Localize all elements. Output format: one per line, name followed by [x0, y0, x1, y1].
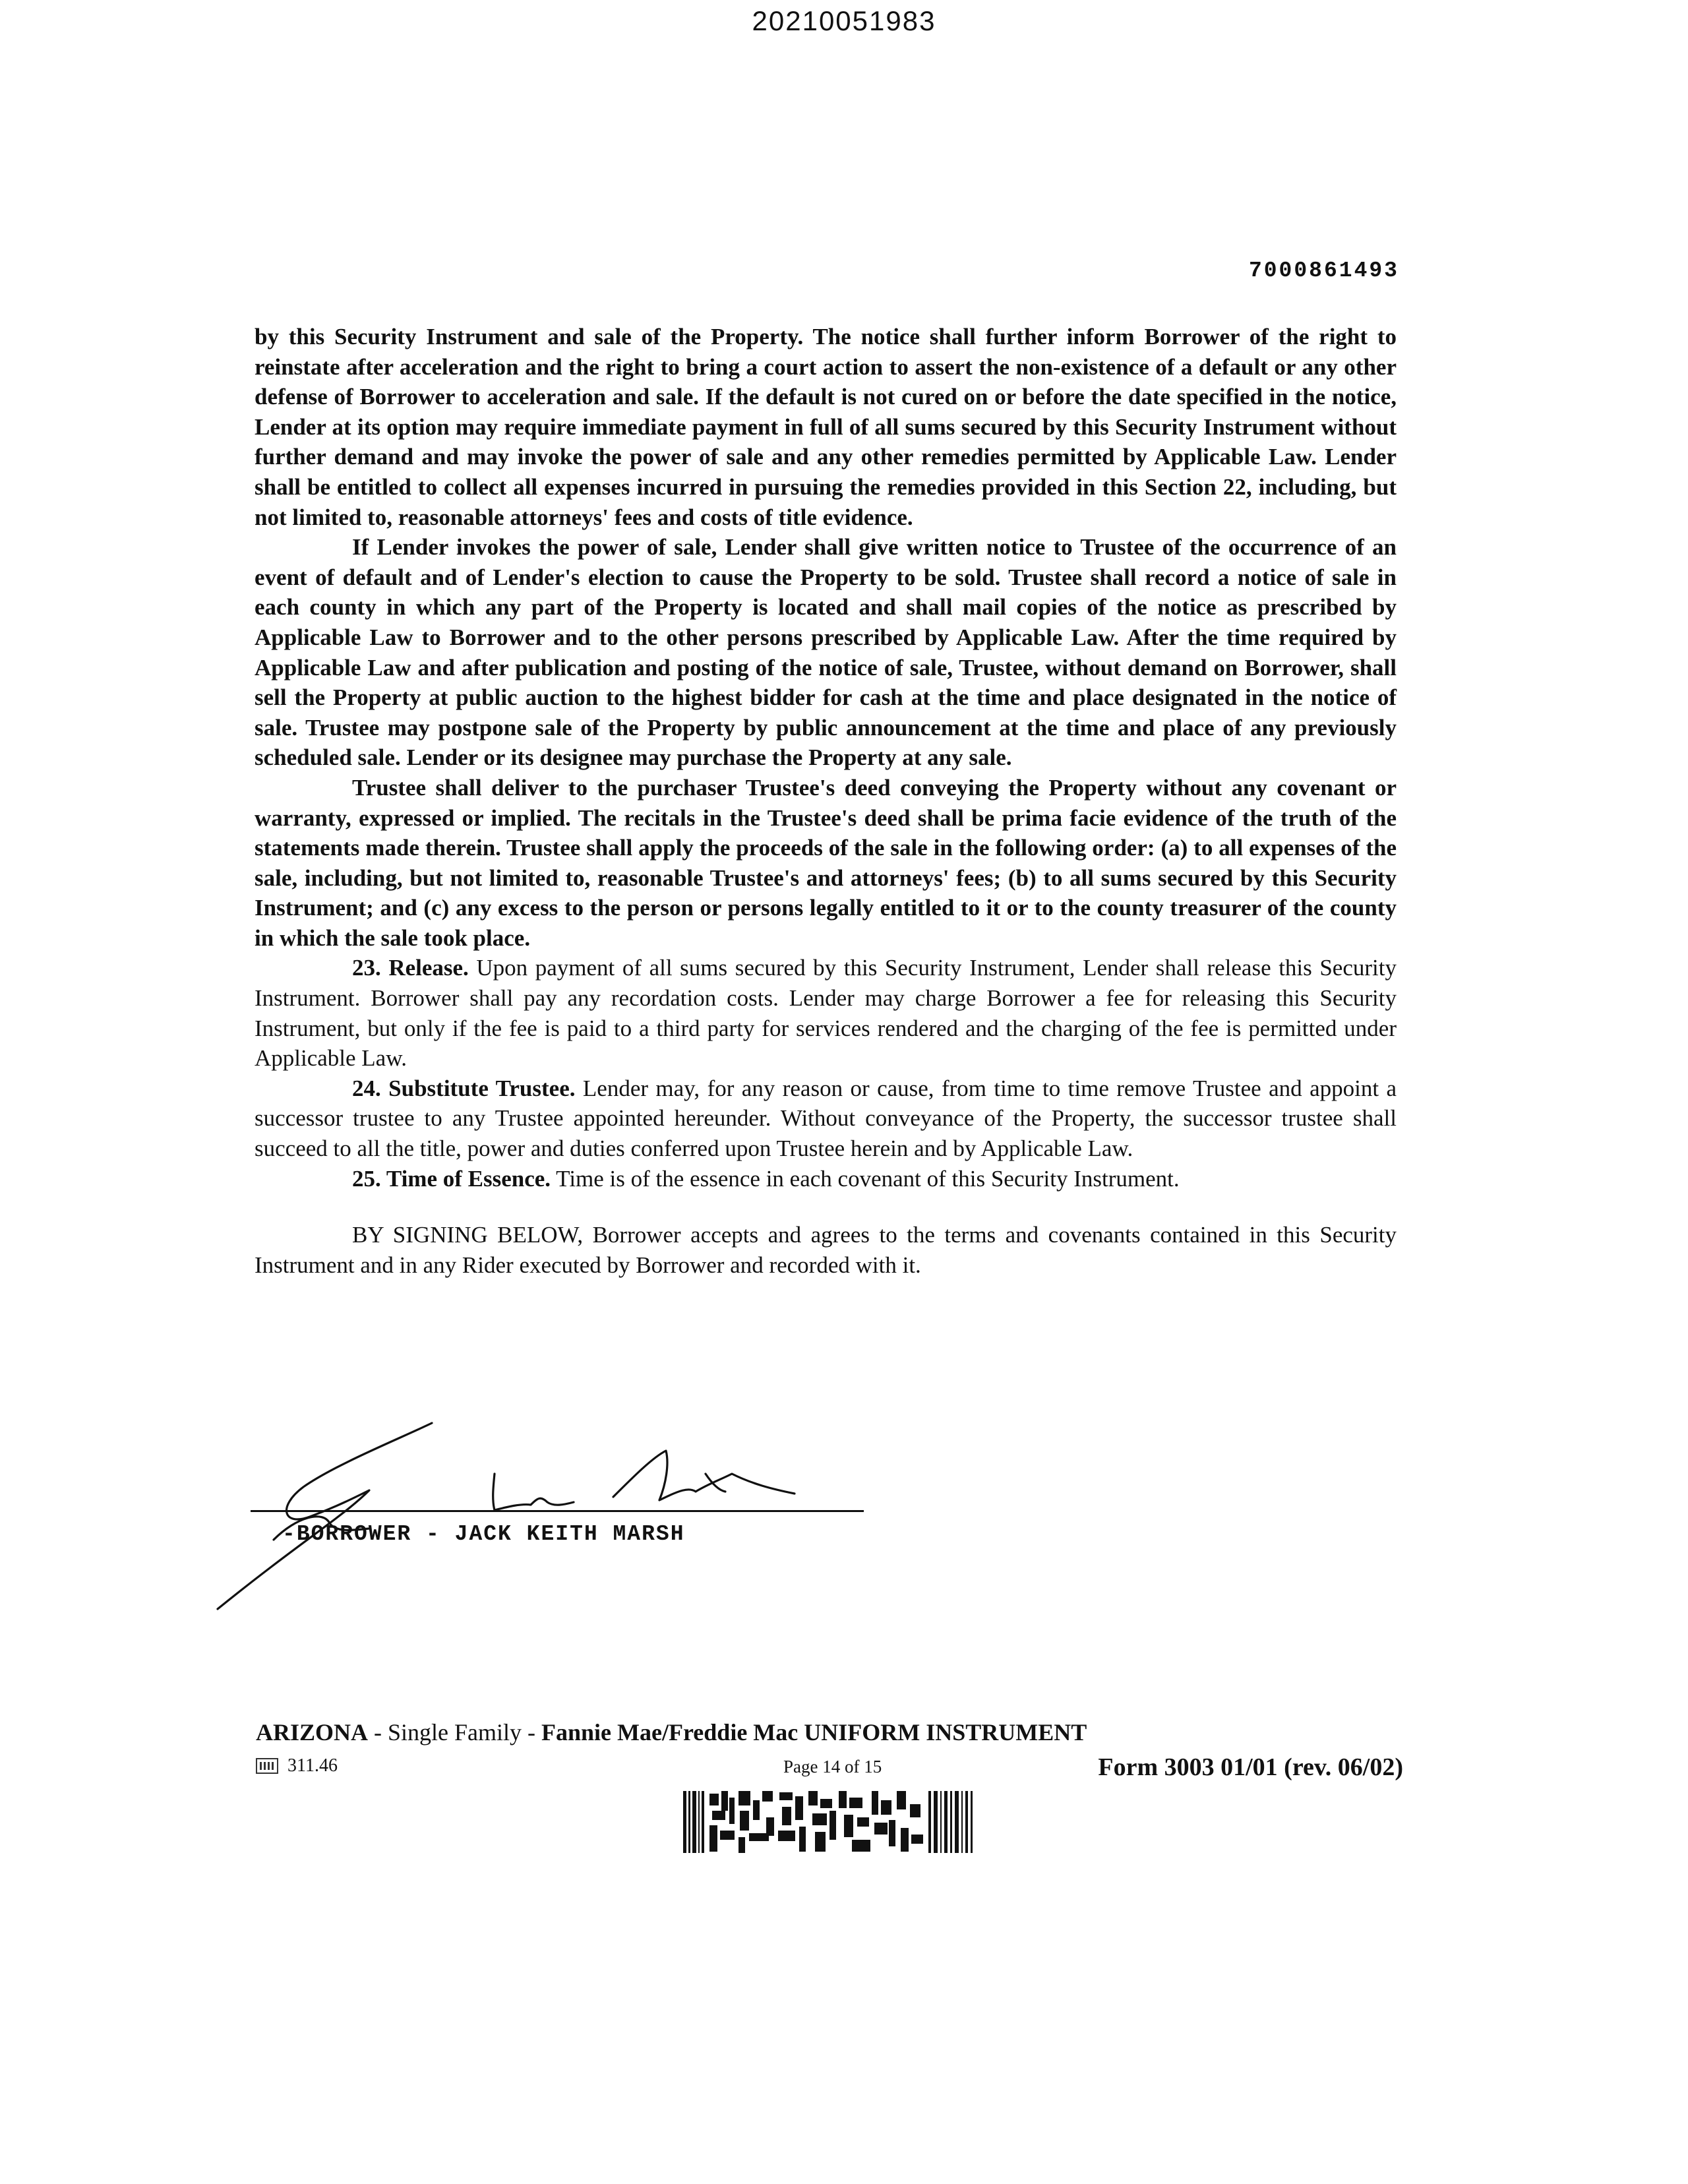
section-title: 25. Time of Essence.: [352, 1165, 551, 1192]
footer-separator: - Single Family -: [368, 1719, 542, 1745]
page-number: Page 14 of 15: [783, 1757, 882, 1776]
paragraph-text: BY SIGNING BELOW, Borrower accepts and agrees to the terms and covenants contained in this Security Instrument and in any Rider executed by Borrower and recorded with it.: [255, 1222, 1397, 1278]
paragraph-notice: [255, 322, 1397, 532]
paragraph-text: by this Security Instrument and sale of the Property. The notice shall further inform Borrower of the right to reinstate after acceleration and the right to bring a court action to assert the non-existence of a default or any other defense of Borrower to acceleration and sale. If the default is not cured on or before the date specified in the notice, Lender at its option may require immediate payment in full of all sums secured by this Security Instrument without further demand and may invoke the power of sale and any other remedies permitted by Applicable Law. Lender shall be entitled to collect all expenses incurred in pursuing the remedies provided in this Section 22, including, but not limited to, reasonable attorneys' fees and costs of title evidence.: [255, 324, 1397, 530]
paragraph-text: Trustee shall deliver to the purchaser Trustee's deed conveying the Property without any covenant or warranty, expressed or implied. The recitals in the Trustee's deed shall be prima facie evidence of the truth of the statements made therein. Trustee shall apply the proceeds of the sale in the following order: (a) to all expenses of the sale, including, but not limited to, reasonable Trustee's and attorneys' fees; (b) to all sums secured by this Security Instrument; and (c) any excess to the person or persons legally entitled to it or to the county treasurer of the county in which the sale took place.: [255, 774, 1397, 951]
paragraph-text: Time is of the essence in each covenant of this Security Instrument.: [551, 1165, 1180, 1192]
form-code: [256, 1755, 338, 1776]
paragraph-text: Lender may, for any reason or cause, from time to time remove Trustee and appoint a successor trustee to any Trustee appointed hereunder. Without conveyance of the Property, the successor trustee shall succeed to all the title, power and duties conferred upon Trustee herein and by Applicable Law.: [255, 1075, 1397, 1162]
handwritten-signature: [204, 1418, 897, 1616]
signature-caption: [282, 1522, 685, 1546]
document-body: [255, 322, 1397, 1280]
signature-caption-prefix: -: [282, 1522, 297, 1546]
paragraph-substitute-trustee: [255, 1074, 1397, 1164]
ellie-mae-logo-icon: [256, 1758, 278, 1774]
footer-title: [256, 1718, 1087, 1746]
paragraph-power-of-sale: [255, 532, 1397, 773]
footer-instrument: Fannie Mae/Freddie Mac UNIFORM INSTRUMENT: [541, 1719, 1087, 1745]
section-title: 24. Substitute Trustee.: [352, 1075, 576, 1101]
paragraph-time-of-essence: [255, 1164, 1397, 1194]
paragraph-signing-statement: [255, 1220, 1397, 1280]
loan-number: 7000861493: [1248, 258, 1399, 283]
form-identifier: Form 3003 01/01 (rev. 06/02): [1098, 1753, 1403, 1781]
footer-state: ARIZONA: [256, 1719, 369, 1745]
signature-line: [251, 1510, 864, 1512]
paragraph-trustee-deed: [255, 773, 1397, 954]
form-code-number: 311.46: [287, 1755, 338, 1776]
paragraph-text: If Lender invokes the power of sale, Lender shall give written notice to Trustee of the occurrence of an event of default and of Lender's election to cause the Property to be sold. Trustee shall record a notice of sale in each county in which any part of the Property is located and shall mail copies of the notice as prescribed by Applicable Law to Borrower and to the other persons prescribed by Applicable Law. After the time required by Applicable Law and after publication and posting of the notice of sale, Trustee, without demand on Borrower, shall sell the Property at public auction to the highest bidder for cash at the time and place designated in the notice of sale. Trustee may postpone sale of the Property by public announcement at the time and place of any previously scheduled sale. Lender or its designee may purchase the Property at any sale.: [255, 534, 1397, 771]
borrower-name: BORROWER - JACK KEITH MARSH: [296, 1522, 685, 1546]
recording-number: 20210051983: [752, 5, 936, 36]
section-title: 23. Release.: [352, 955, 469, 981]
footer-meta: [256, 1753, 1403, 1786]
signature-area: [204, 1418, 897, 1616]
paragraph-release: [255, 953, 1397, 1073]
paragraph-text: Upon payment of all sums secured by this Security Instrument, Lender shall release this Security Instrument. Borrower shall pay any recordation costs. Lender may charge Borrower a fee for releasing this Security Instrument, but only if the fee is paid to a third party for services rendered and the charging of the fee is permitted under Applicable Law.: [255, 955, 1397, 1072]
barcode-icon: [683, 1791, 973, 1853]
